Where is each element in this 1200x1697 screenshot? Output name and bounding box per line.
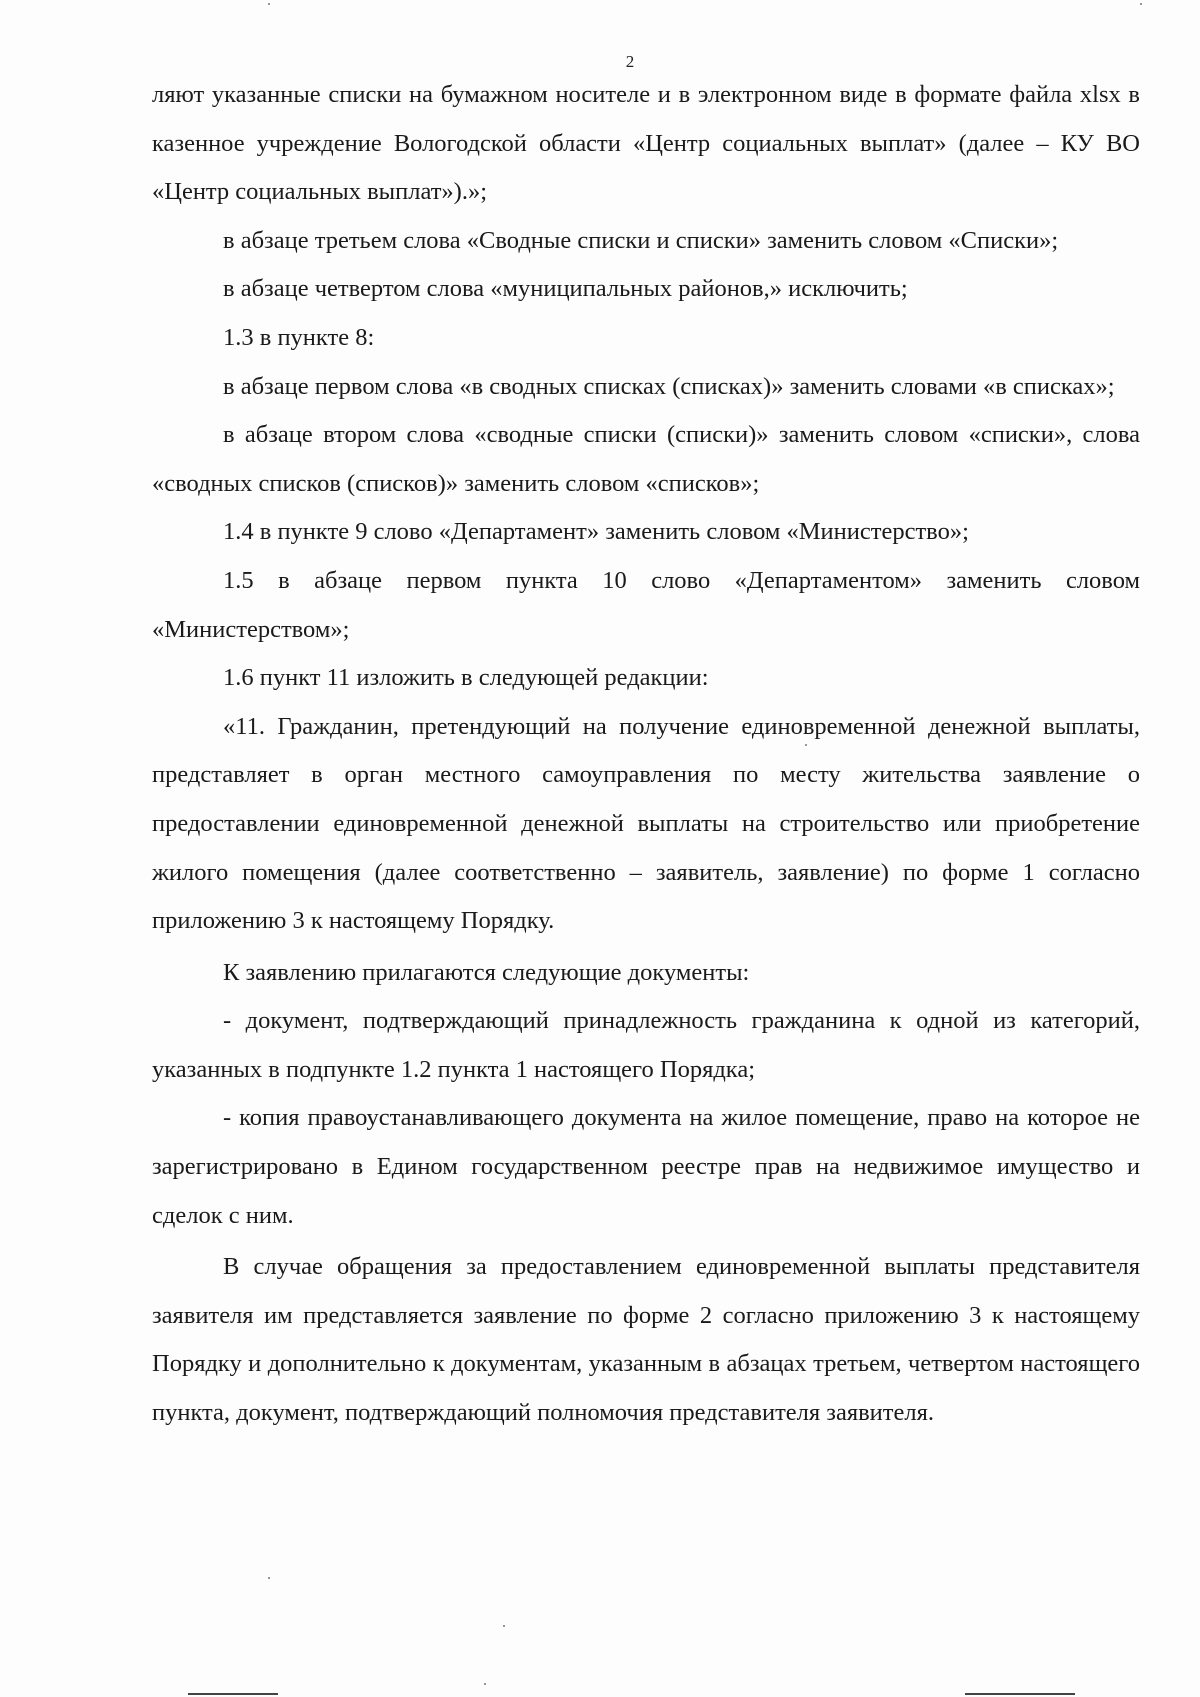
paragraph-item-1-6: 1.6 пункт 11 изложить в следующей редакции: <box>223 664 709 692</box>
scan-speck <box>805 744 807 746</box>
paragraph-item-1-4: 1.4 в пункте 9 слово «Департамент» заменить словом «Министерство»; <box>223 518 969 546</box>
paragraph-amend-fourth-abzac: в абзаце четвертом слова «муниципальных районов,» исключить; <box>223 275 908 303</box>
paragraph-representative: В случае обращения за предоставлением единовременной выплаты представителя заявителя им представляется заявление по форме 2 согласно приложению 3 к настоящему Порядку и дополнительно к документам, указанным в абзацах третьем, четвертом настоящего пункта, документ, подтверждающий полномочия представителя заявителя. <box>152 1253 1140 1427</box>
paragraph-continuation: ляют указанные списки на бумажном носителе и в электронном виде в формате файла xlsx в казенное учреждение Вологодской области «Центр социальных выплат» (далее – КУ ВО «Центр социальных выплат»).»; <box>152 81 1140 206</box>
paragraph-point-11: «11. Гражданин, претендующий на получение единовременной денежной выплаты, представляет в орган местного самоуправления по месту жительства заявление о предоставлении единовременной денежной выплаты на строительство или приобретение жилого помещения (далее соответственно – заявитель, заявление) по форме 1 согласно приложению 3 к настоящему Порядку. <box>152 712 1140 935</box>
document-body <box>152 71 1140 1438</box>
paragraph-document-item-2: - копия правоустанавливающего документа на жилое помещение, право на которое не зарегистрировано в Едином государственном реестре прав на недвижимое имущество и сделок с ним. <box>152 1104 1140 1229</box>
page-number: 2 <box>625 52 635 71</box>
scan-speck <box>1140 3 1142 5</box>
paragraph-amend-second-abzac: в абзаце втором слова «сводные списки (списки)» заменить словом «списки», слова «сводных списков (списков)» заменить словом «списков»; <box>152 421 1140 497</box>
scan-edge-mark <box>188 1693 278 1695</box>
paragraph-document-item-1: - документ, подтверждающий принадлежность гражданина к одной из категорий, указанных в подпункте 1.2 пункта 1 настоящего Порядка; <box>152 1007 1140 1083</box>
paragraph-item-1-5: 1.5 в абзаце первом пункта 10 слово «Департаментом» заменить словом «Министерством»; <box>152 566 1140 643</box>
paragraph-amend-third-abzac: в абзаце третьем слова «Сводные списки и списки» заменить словом «Списки»; <box>223 226 1059 254</box>
scan-speck <box>268 3 270 5</box>
scan-edge-mark <box>965 1693 1075 1695</box>
paragraph-amend-first-abzac: в абзаце первом слова «в сводных списках (списках)» заменить словами «в списках»; <box>223 372 1115 400</box>
scan-speck <box>503 1625 505 1627</box>
paragraph-item-1-3: 1.3 в пункте 8: <box>223 323 375 351</box>
scan-speck <box>268 1577 270 1579</box>
scan-speck <box>484 1683 486 1685</box>
paragraph-documents-intro: К заявлению прилагаются следующие документы: <box>223 958 750 986</box>
